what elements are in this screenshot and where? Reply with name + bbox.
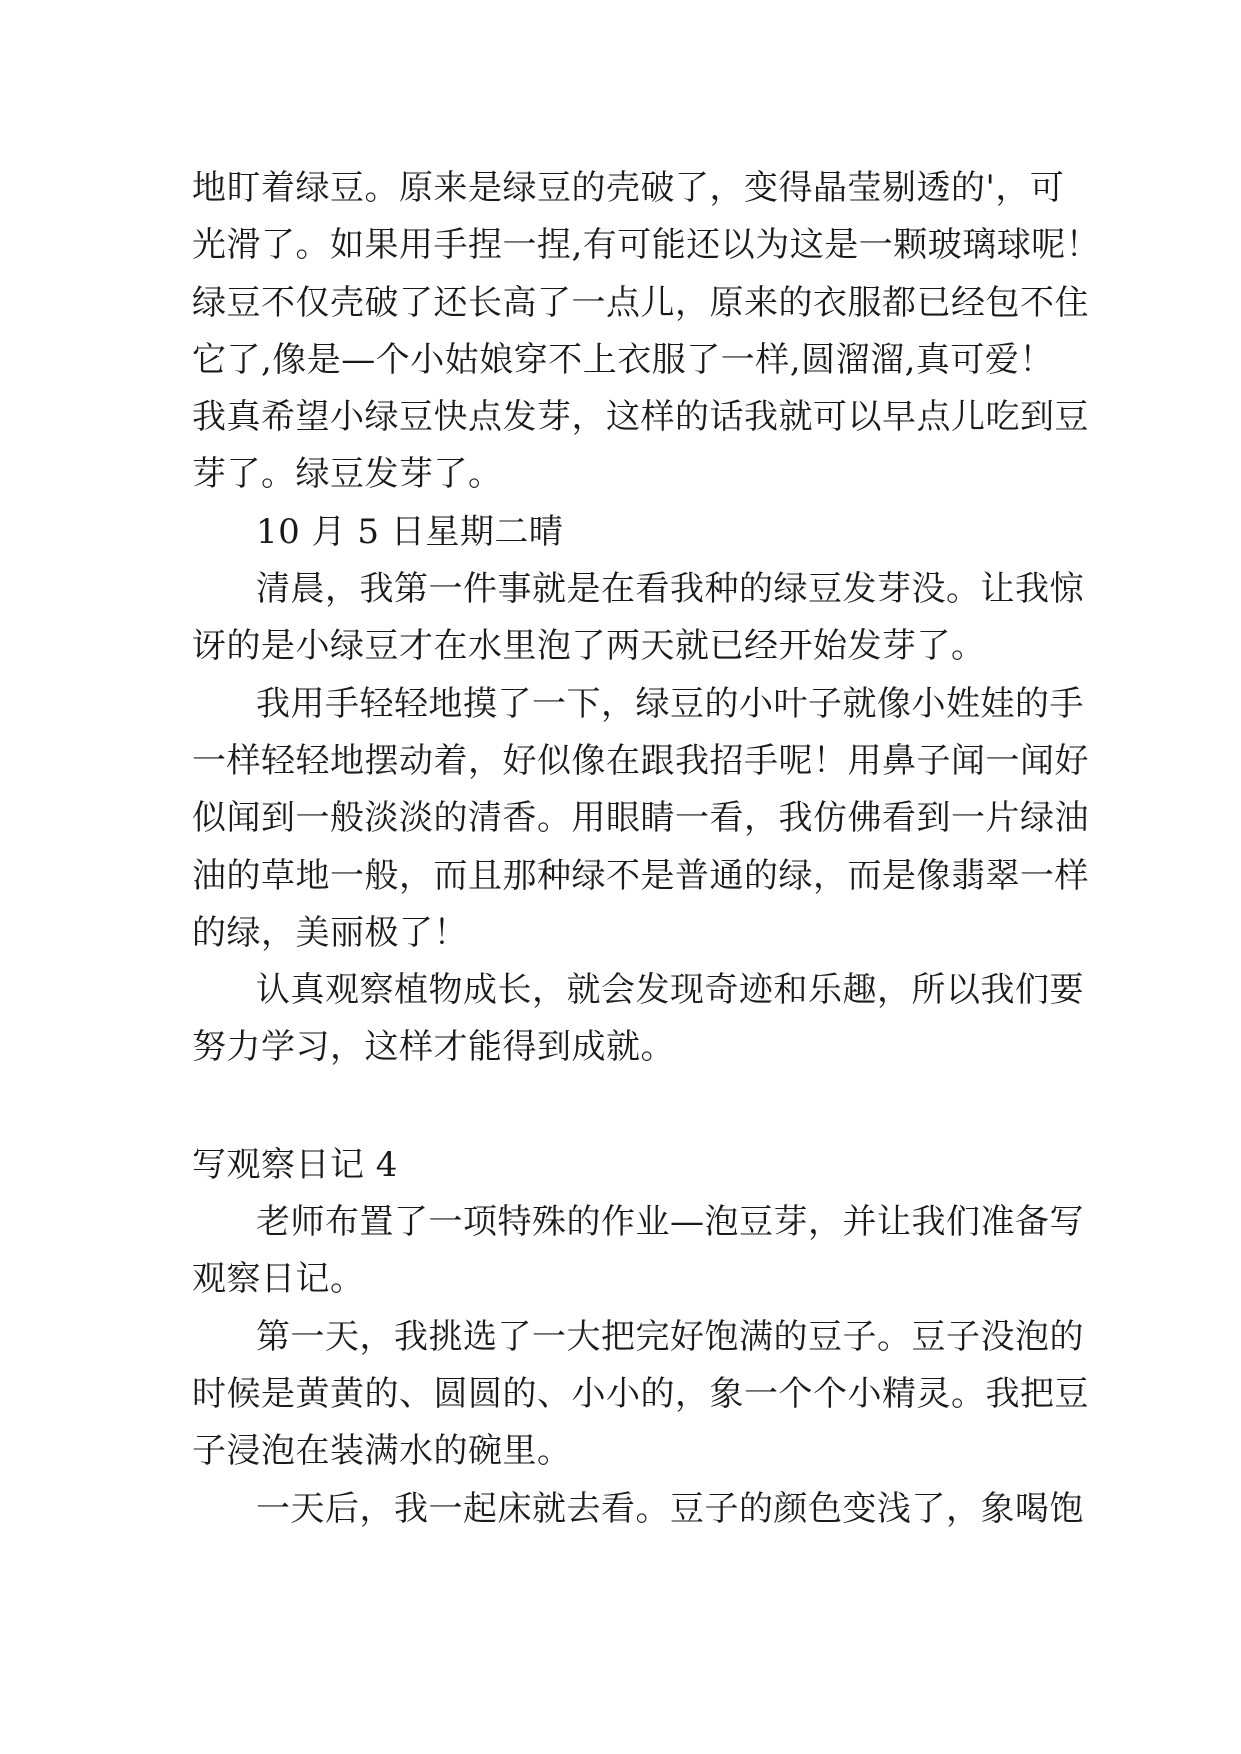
paragraph-line: 观察日记。 xyxy=(192,1259,365,1299)
paragraph-line: 时候是黄黄的、圆圆的、小小的，象一个个小精灵。我把豆 xyxy=(192,1374,1089,1414)
paragraph-line: 讶的是小绿豆才在水里泡了两天就已经开始发芽了。 xyxy=(192,626,986,666)
paragraph-line: 第一天，我挑选了一大把完好饱满的豆子。豆子没泡的 xyxy=(256,1317,1084,1357)
paragraph-line: 油的草地一般，而且那种绿不是普通的绿，而是像翡翠一样 xyxy=(192,856,1089,896)
paragraph-line: 认真观察植物成长，就会发现奇迹和乐趣，所以我们要 xyxy=(256,970,1084,1010)
paragraph-line: 似闻到一般淡淡的清香。用眼睛一看，我仿佛看到一片绿油 xyxy=(192,798,1089,838)
paragraph-line: 的绿，美丽极了！ xyxy=(192,913,468,953)
paragraph-line: 它了,像是—个小姑娘穿不上衣服了一样,圆溜溜,真可爱！ xyxy=(192,340,1054,380)
paragraph-line: 绿豆不仅壳破了还长高了一点儿，原来的衣服都已经包不住 xyxy=(192,283,1089,323)
paragraph-line: 光滑了。如果用手捏一捏,有可能还以为这是一颗玻璃球呢！ xyxy=(192,225,1101,265)
paragraph-line: 清晨，我第一件事就是在看我种的绿豆发芽没。让我惊 xyxy=(256,569,1084,609)
paragraph-line: 地盯着绿豆。原来是绿豆的壳破了，变得晶莹剔透的'，可 xyxy=(192,168,1065,208)
date-line: 10 月 5 日星期二晴 xyxy=(256,512,564,552)
paragraph-line: 老师布置了一项特殊的作业—泡豆芽，并让我们准备写 xyxy=(256,1202,1084,1242)
section-heading: 写观察日记 4 xyxy=(192,1145,398,1185)
paragraph-line: 芽了。绿豆发芽了。 xyxy=(192,454,503,494)
paragraph-line: 一样轻轻地摆动着，好似像在跟我招手呢！用鼻子闻一闻好 xyxy=(192,741,1089,781)
paragraph-line: 我真希望小绿豆快点发芽，这样的话我就可以早点儿吃到豆 xyxy=(192,397,1089,437)
paragraph-line: 努力学习，这样才能得到成就。 xyxy=(192,1027,675,1067)
paragraph-line: 我用手轻轻地摸了一下，绿豆的小叶子就像小姓娃的手 xyxy=(256,684,1084,724)
paragraph-line: 一天后，我一起床就去看。豆子的颜色变浅了，象喝饱 xyxy=(256,1489,1084,1529)
paragraph-line: 子浸泡在装满水的碗里。 xyxy=(192,1431,572,1471)
